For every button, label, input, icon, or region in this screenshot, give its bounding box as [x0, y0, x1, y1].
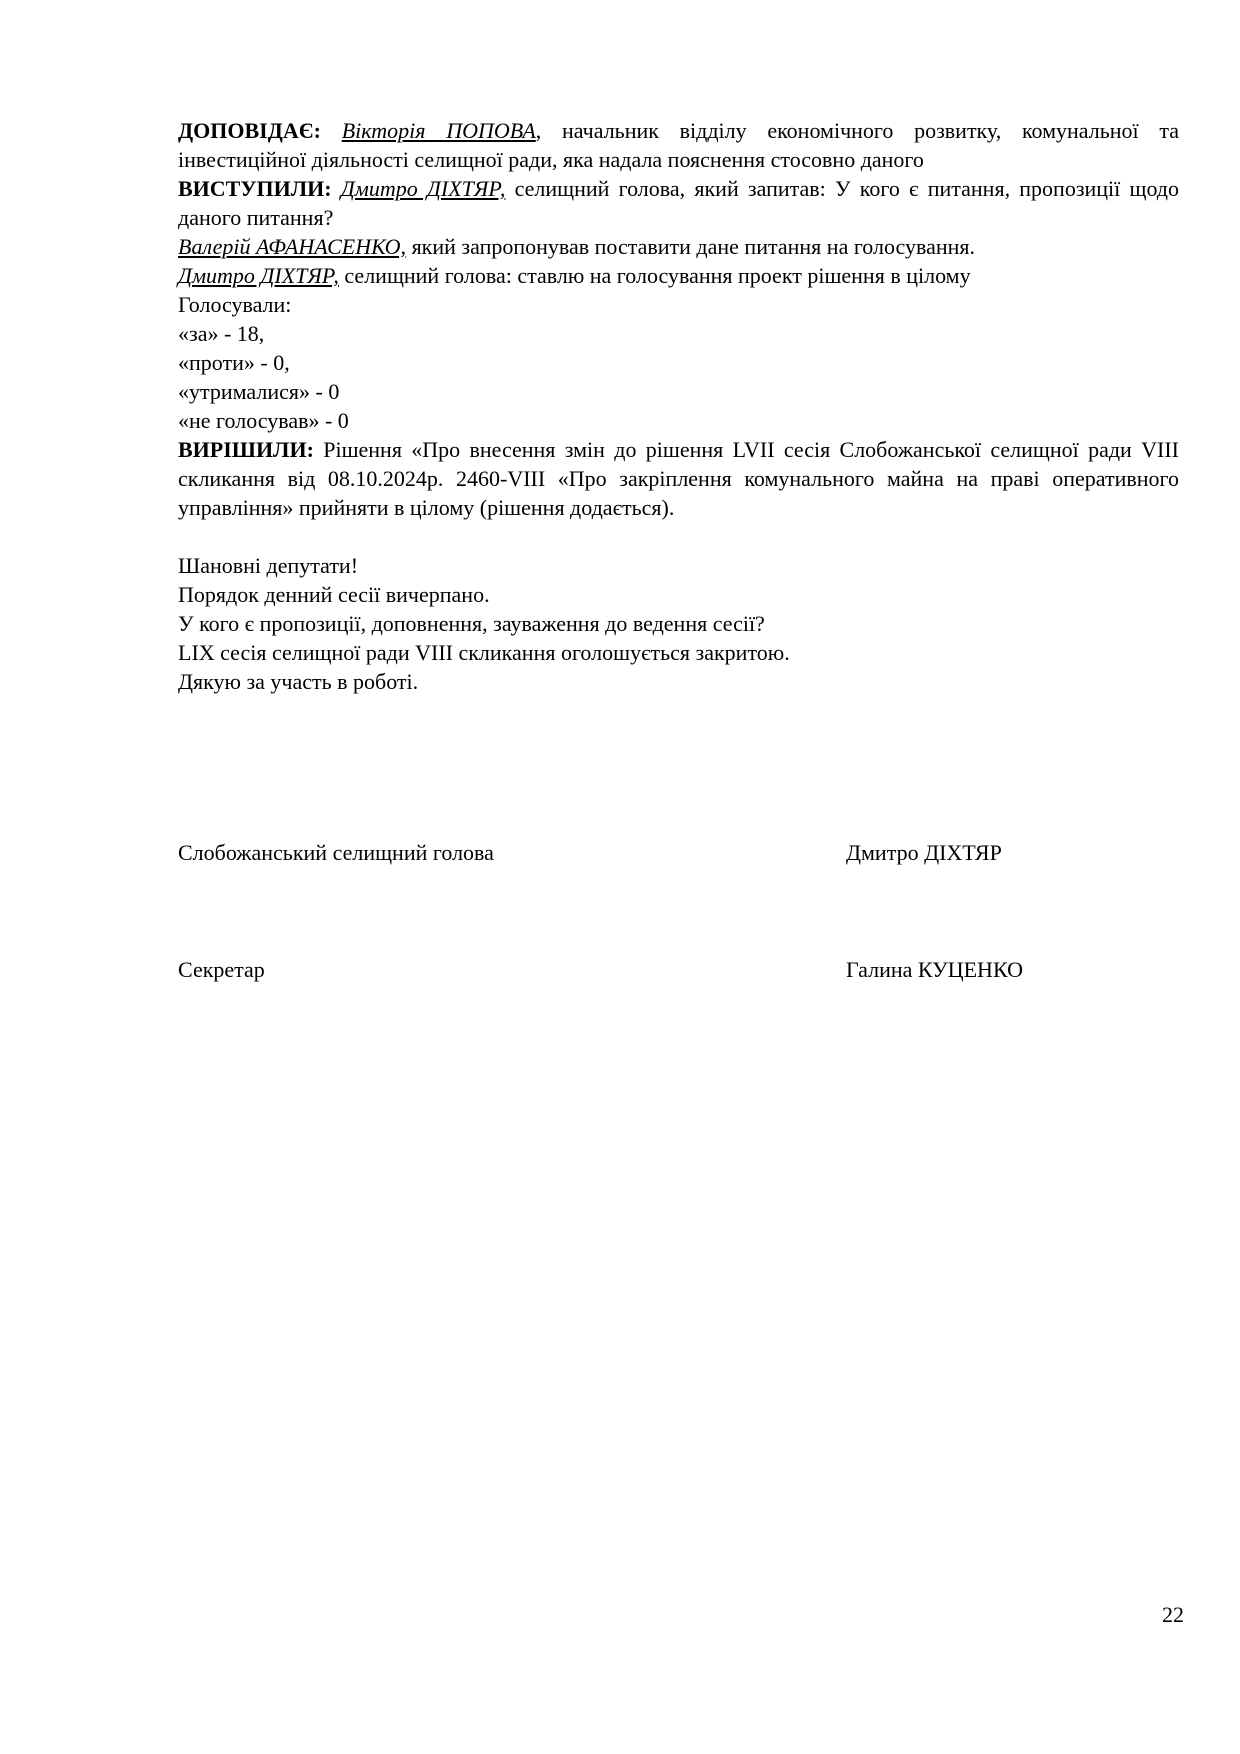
- report-name: Вікторія ПОПОВА: [341, 118, 536, 143]
- speakers-label: ВИСТУПИЛИ:: [178, 176, 332, 201]
- vote-abstained: «утрималися» - 0: [178, 379, 340, 404]
- voting-heading: Голосували:: [178, 292, 292, 317]
- closing-line-2: Порядок денний сесії вичерпано.: [178, 582, 490, 607]
- report-paragraph: [178, 116, 1179, 174]
- secretary-title: Секретар: [178, 957, 265, 982]
- speaker-1-text: селищний голова, який запитав: У кого є питання, пропозиції щодо даного питання?: [178, 176, 1179, 230]
- speaker-2-line: [178, 232, 1179, 261]
- paragraph-gap: [178, 522, 1179, 551]
- closing-line-3: У кого є пропозиції, доповнення, зауваження до ведення сесії?: [178, 611, 765, 636]
- speaker-1-name: Дмитро ДІХТЯР,: [340, 176, 506, 201]
- speaker-3-name: Дмитро ДІХТЯР,: [178, 263, 339, 288]
- secretary-name: Галина КУЦЕНКО: [846, 957, 1023, 982]
- decision-paragraph: [178, 435, 1179, 522]
- closing-line-5: Дякую за участь в роботі.: [178, 669, 419, 694]
- speakers-paragraph: [178, 174, 1179, 232]
- speaker-2-name: Валерій АФАНАСЕНКО,: [178, 234, 407, 259]
- speaker-3-text: селищний голова: ставлю на голосування проект рішення в цілому: [338, 263, 971, 288]
- closing-line-1: Шановні депутати!: [178, 553, 359, 578]
- speaker-2-text: який запропонував поставити дане питання на голосування.: [406, 234, 976, 259]
- page-number: 22: [1162, 1602, 1184, 1627]
- head-name: Дмитро ДІХТЯР: [846, 840, 1002, 865]
- head-title: Слобожанський селищний голова: [178, 840, 494, 865]
- vote-not-voted: «не голосував» - 0: [178, 408, 349, 433]
- vote-for: «за» - 18,: [178, 321, 265, 346]
- decision-text: Рішення «Про внесення змін до рішення LVII сесія Слобожанської селищної ради VIII скликання від 08.10.2024р. 2460-VIII «Про закріплення комунального майна на праві оперативного управління» прийняти в цілому (рішення додається).: [178, 437, 1179, 520]
- closing-line-4: LIX сесія селищної ради VIII скликання оголошується закритою.: [178, 640, 790, 665]
- speaker-3-line: [178, 261, 1179, 290]
- report-label: ДОПОВІДАЄ:: [178, 118, 321, 143]
- report-text: , начальник відділу економічного розвитку, комунальної та інвестиційної діяльності селищної ради, яка надала пояснення стосовно даного: [178, 118, 1180, 172]
- decision-label: ВИРІШИЛИ:: [178, 437, 314, 462]
- vote-against: «проти» - 0,: [178, 350, 290, 375]
- protocol-body: [178, 116, 1179, 696]
